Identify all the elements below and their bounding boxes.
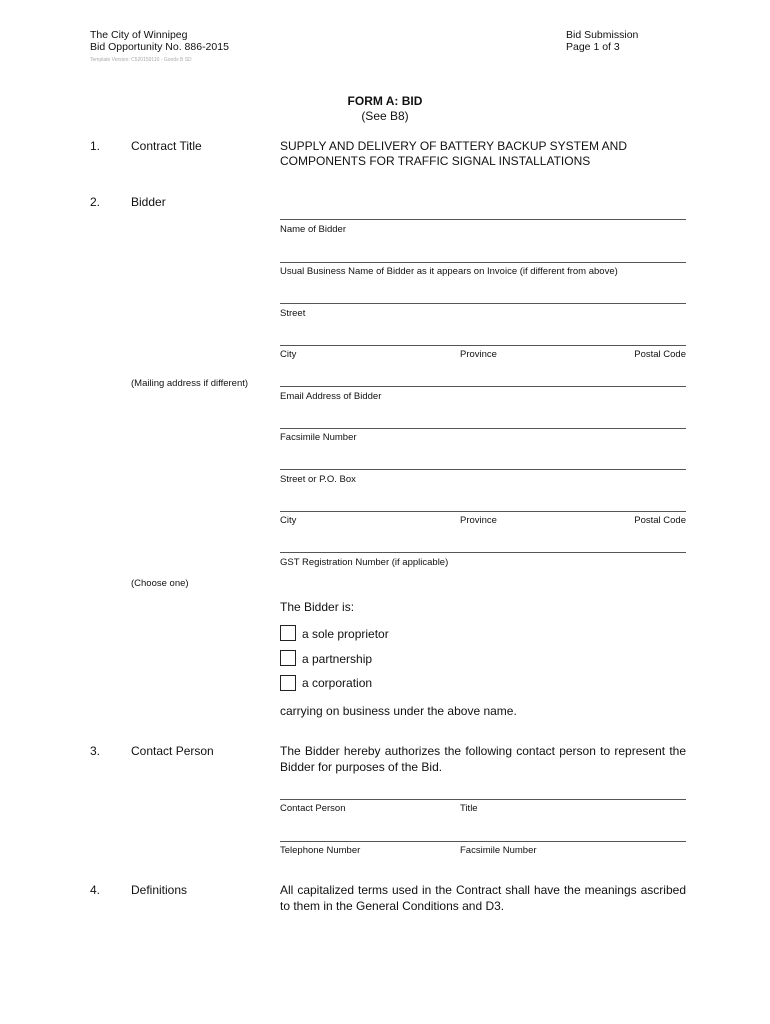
street-line[interactable]: [280, 303, 686, 304]
street-label: Street: [280, 308, 306, 319]
partnership-label: a partnership: [302, 652, 373, 666]
header-page-number: Page 1 of 3: [566, 41, 620, 53]
postal-code-label: Postal Code: [634, 349, 686, 360]
header-city: The City of Winnipeg: [90, 29, 188, 41]
name-of-bidder-line[interactable]: [280, 219, 686, 220]
section-3-label: Contact Person: [131, 744, 214, 758]
mailing-city-province-postal-line[interactable]: [280, 511, 686, 512]
gst-registration-line[interactable]: [280, 552, 686, 553]
corporation-checkbox[interactable]: [280, 675, 296, 691]
usual-business-name-label: Usual Business Name of Bidder as it appears on Invoice (if different from above): [280, 266, 618, 277]
contact-authorization-text: The Bidder hereby authorizes the following contact person to represent the Bidder for purposes of the Bid.: [280, 744, 686, 774]
bidder-is-heading: The Bidder is:: [280, 600, 355, 614]
mailing-postal-code-label: Postal Code: [634, 515, 686, 526]
definitions-text: All capitalized terms used in the Contract shall have the meanings ascribed to them in the General Conditions and D3.: [280, 883, 686, 913]
title-label: Title: [460, 803, 478, 814]
city-province-postal-line[interactable]: [280, 345, 686, 346]
street-po-box-line[interactable]: [280, 469, 686, 470]
sole-proprietor-label: a sole proprietor: [302, 627, 389, 641]
street-po-box-label: Street or P.O. Box: [280, 474, 356, 485]
section-2-label: Bidder: [131, 195, 166, 209]
usual-business-name-line[interactable]: [280, 262, 686, 263]
sole-proprietor-checkbox[interactable]: [280, 625, 296, 641]
city-label: City: [280, 349, 297, 360]
mailing-province-label: Province: [460, 515, 497, 526]
form-title: FORM A: BID: [347, 94, 423, 108]
email-label: Email Address of Bidder: [280, 391, 382, 402]
header-opportunity: Bid Opportunity No. 886-2015: [90, 41, 229, 53]
section-4-label: Definitions: [131, 883, 188, 897]
form-see-reference: (See B8): [361, 109, 409, 123]
telephone-label: Telephone Number: [280, 845, 361, 856]
section-3-number: 3.: [90, 744, 101, 758]
email-line[interactable]: [280, 386, 686, 387]
telephone-fax-line[interactable]: [280, 841, 686, 842]
corporation-label: a corporation: [302, 676, 373, 690]
choose-one-note: (Choose one): [131, 578, 189, 589]
header-submission: Bid Submission: [566, 29, 639, 41]
gst-registration-label: GST Registration Number (if applicable): [280, 557, 449, 568]
mailing-city-label: City: [280, 515, 297, 526]
partnership-checkbox[interactable]: [280, 650, 296, 666]
contract-title-line-2: COMPONENTS FOR TRAFFIC SIGNAL INSTALLATIONS: [280, 154, 591, 168]
contact-facsimile-label: Facsimile Number: [460, 845, 537, 856]
contact-person-label: Contact Person: [280, 803, 346, 814]
carrying-on-business-text: carrying on business under the above name.: [280, 704, 517, 718]
name-of-bidder-label: Name of Bidder: [280, 224, 347, 235]
facsimile-line[interactable]: [280, 428, 686, 429]
header-template-version: Template Version: C520150110 - Goods B SD: [90, 57, 192, 63]
section-1-label: Contract Title: [131, 139, 202, 153]
facsimile-label: Facsimile Number: [280, 432, 357, 443]
province-label: Province: [460, 349, 497, 360]
section-4-number: 4.: [90, 883, 101, 897]
section-2-number: 2.: [90, 195, 101, 209]
contact-person-line[interactable]: [280, 799, 686, 800]
contract-title-line-1: SUPPLY AND DELIVERY OF BATTERY BACKUP SYSTEM AND: [280, 139, 628, 153]
mailing-address-note: (Mailing address if different): [131, 378, 249, 389]
section-1-number: 1.: [90, 139, 101, 153]
